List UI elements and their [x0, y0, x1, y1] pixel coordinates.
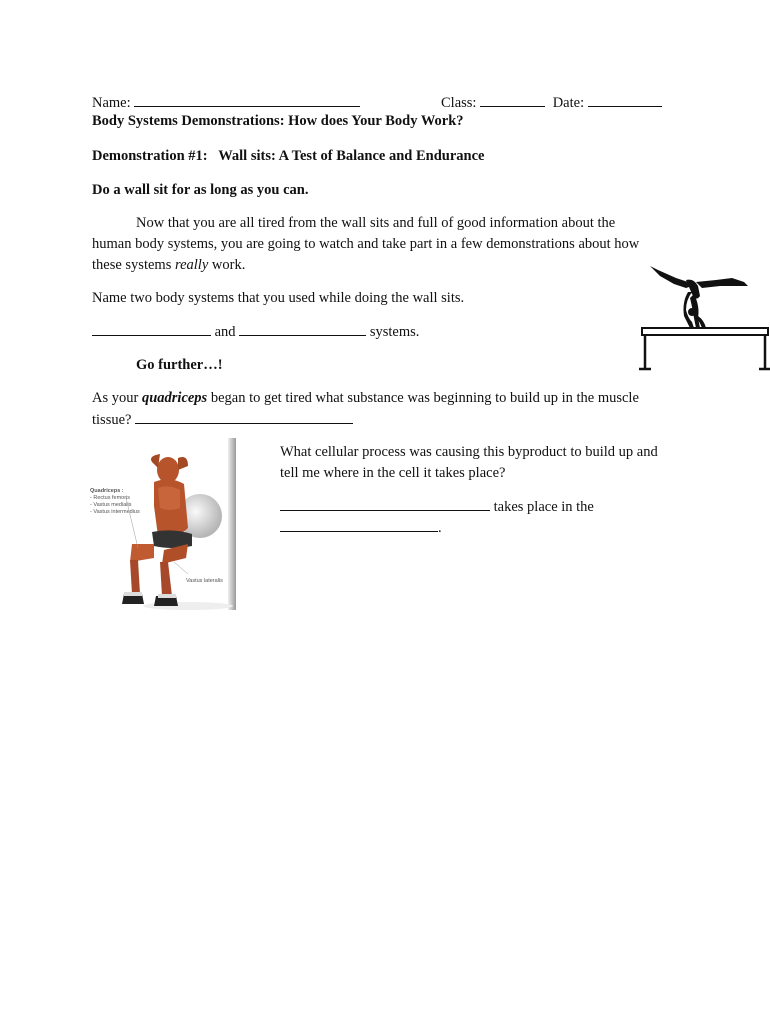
quadriceps-emphasis: quadriceps: [141, 390, 208, 406]
paragraph-line-1: Now that you are all tired from the wall sits and full of good information about the: [136, 215, 616, 231]
para-text-a: these systems: [92, 257, 175, 273]
tissue-label: tissue?: [92, 412, 132, 428]
go-further-heading: Go further…!: [136, 357, 223, 373]
question-3-line-1: What cellular process was causing this byproduct to build up and: [280, 444, 658, 460]
location-blank[interactable]: [280, 519, 438, 532]
question-3-line-2: tell me where in the cell it takes place?: [280, 465, 506, 481]
period: .: [438, 520, 442, 536]
systems-label: systems.: [369, 324, 420, 340]
answer-1-row: [92, 323, 419, 341]
answer-3-row-2: [280, 519, 442, 537]
para-emphasis: really: [174, 257, 209, 273]
name-label: Name:: [92, 95, 131, 111]
paragraph-line-3: [92, 257, 245, 274]
quadriceps-item-3: - Vastus intermedius: [90, 509, 140, 515]
page-title: Body Systems Demonstrations: How does Your Body Work?: [92, 113, 464, 129]
para-text-b: work.: [208, 257, 246, 273]
system-blank-2[interactable]: [239, 323, 366, 336]
and-label: and: [214, 324, 236, 340]
substance-blank[interactable]: [135, 411, 353, 424]
date-blank[interactable]: [588, 94, 662, 107]
question-2-line-2: [92, 411, 353, 429]
vastus-lateralis-label: Vastus lateralis: [186, 578, 223, 584]
quadriceps-item-2: - Vastus medialis: [90, 502, 132, 508]
class-blank[interactable]: [480, 94, 545, 107]
system-blank-1[interactable]: [92, 323, 211, 336]
quadriceps-item-1: - Rectus femoris: [90, 495, 131, 501]
answer-3-row: [280, 498, 594, 516]
process-blank[interactable]: [280, 498, 490, 511]
demo1-instruction: Do a wall sit for as long as you can.: [92, 182, 309, 198]
date-label: Date:: [552, 95, 585, 111]
demo1-heading: Demonstration #1: Wall sits: A Test of Balance and Endurance: [92, 148, 485, 164]
gymnast-on-balance-beam-icon: [636, 256, 770, 374]
class-date-row: [441, 94, 662, 112]
question-1: Name two body systems that you used while doing the wall sits.: [92, 290, 465, 306]
q2-text-a: As your: [92, 390, 142, 406]
paragraph-line-2: human body systems, you are going to watch and take part in a few demonstrations about how: [92, 236, 640, 252]
q2-text-b: began to get tired what substance was beginning to build up in the muscle: [207, 390, 639, 406]
name-blank[interactable]: [134, 94, 360, 107]
name-field-row: [92, 94, 360, 112]
class-label: Class:: [441, 95, 477, 111]
wall-sit-muscle-diagram: [88, 436, 240, 614]
question-2-line-1: [92, 390, 639, 407]
quadriceps-caption-title: Quadriceps :: [90, 488, 124, 494]
takes-place-label: takes place in the: [493, 499, 594, 515]
